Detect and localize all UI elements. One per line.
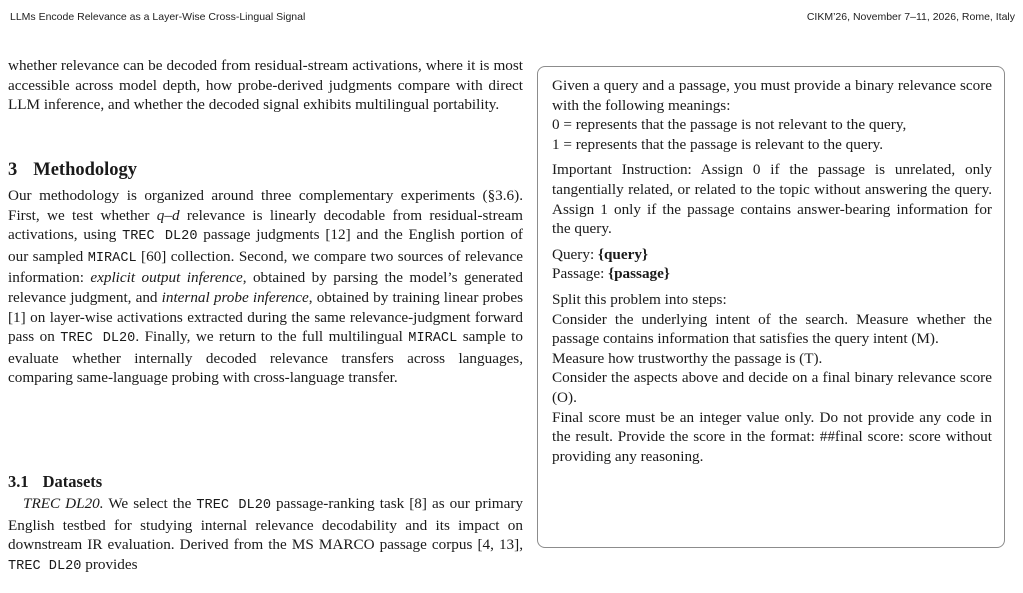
section-heading [8,161,523,181]
meaning-0: 0 = represents that the passage is not relevant to the query, [552,116,907,134]
prompt-placeholders: Query: {query} Passage: {passage} [552,245,670,283]
meaning-1: 1 = represents that the passage is relevant to the query. [552,135,884,153]
subsection-heading [8,472,523,492]
running-header-venue: CIKM’26, November 7–11, 2026, Rome, Italy [806,11,1015,23]
section-title: Methodology [33,160,138,180]
subsection-title: Datasets [42,472,103,491]
query-placeholder: {query} [597,245,648,263]
running-header-title: LLMs Encode Relevance as a Layer-Wise Cross-Lingual Signal [10,11,306,23]
prompt-box [537,66,1005,548]
final-instruction: Final score must be an integer value only. Do not provide any code in the result. Provide the score in the format: ##final score: score without providing any reasoning. [552,408,992,465]
step-3: Consider the aspects above and decide on a final binary relevance score (O). [552,369,992,406]
subsection-number: 3.1 [8,472,29,491]
section-number: 3 [8,160,18,180]
methodology-text: Our methodology is organized around three complementary experiments (§3.6). First, we test whether q–d relevance is linearly decodable from residual-stream activations, using TREC DL20 passage judgments [12] and the English portion of our sampled MIRACL [60] collection. Second, we compare two sources of relevance information: explicit output inference, obtained by parsing the model’s generated relevance judgment, and internal probe inference, obtained by training linear probes [1] on layer-wise activations extracted during the same relevance-judgment forward pass on TREC DL20. Finally, we return to the full multilingual MIRACL sample to evaluate whether internally decoded relevance transfers across languages, comparing same-language probing with cross-language transfer. [8,187,523,387]
intro-paragraph [8,56,523,115]
passage-placeholder: {passage} [608,265,670,283]
prompt-intro: Given a query and a passage, you must provide a binary relevance score with the following meanings: 0 = represents that the passage is not relevant to the query, 1 = represents that the passage is relevant to the query. [552,77,992,153]
intro-text: whether relevance can be decoded from residual-stream activations, where it is most accessible across model depth, how probe-derived judgments compare with direct LLM inference, and whether the decoded signal exhibits multilingual portability. [8,57,523,114]
prompt-instruction: Important Instruction: Assign 0 if the passage is unrelated, only tangentially related, or related to the topic without answering the query. Assign 1 only if the passage contains answer-bearing information for the query. [552,161,992,238]
methodology-paragraph [8,186,523,388]
step-1: Consider the underlying intent of the search. Measure whether the passage contains information that satisfies the query intent (M). [552,310,992,348]
datasets-paragraph [8,494,523,576]
step-2: Measure how trustworthy the passage is (T). [552,349,823,367]
prompt-steps: Split this problem into steps: Consider the underlying intent of the search. Measure whether the passage contains information that satisfies the query intent (M). Measure how trustworthy the passage is (T). Consider the aspects above and decide on a final binary relevance score (O). Final score must be an integer value only. Do not provide any code in the result. Provide the score in the format: ##final score: score without providing any reasoning. [552,290,992,465]
datasets-text: TREC DL20. We select the TREC DL20 passage-ranking task [8] as our primary English testbed for studying internal relevance decodability and its impact on downstream IR evaluation. Derived from the MS MARCO passage corpus [4, 13], TREC DL20 provides [8,495,524,574]
